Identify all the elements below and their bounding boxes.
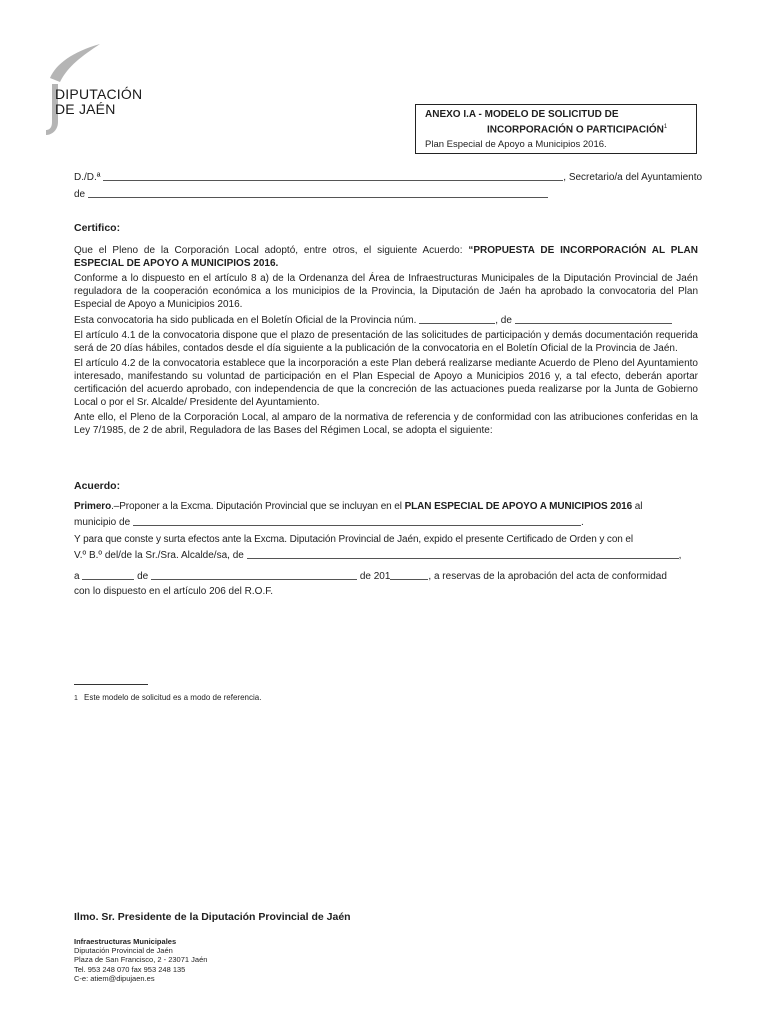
certifico-paragraph-6: Ante ello, el Pleno de la Corporación Local, al amparo de la normativa de referencia y de conformidad con las atribuciones conferidas en la Ley 7/1985, de 2 de abril, Reguladora de las Bases del Régimen Local, se adopta el siguiente:: [74, 412, 698, 436]
municipio-field[interactable]: [133, 516, 581, 526]
acuerdo-section: [74, 480, 698, 600]
logo-wordmark: [55, 87, 142, 117]
vobo-end: ,: [678, 550, 682, 561]
municipio-line: [74, 515, 698, 529]
footnote: [74, 693, 261, 704]
boletin-date-label: , de: [495, 315, 512, 326]
municipio-end: .: [580, 517, 584, 528]
logo-line-2: DE JAÉN: [55, 101, 116, 117]
vobo-line: [74, 548, 698, 562]
footnote-divider: [74, 684, 148, 685]
annex-subtitle: Plan Especial de Apoyo a Municipios 2016.: [425, 139, 607, 151]
date-line: [74, 569, 698, 583]
certifico-p1-text: Que el Pleno de la Corporación Local adoptó, entre otros, el siguiente Acuerdo:: [74, 245, 469, 256]
municipio-label: municipio de: [74, 517, 131, 528]
final-line: con lo dispuesto en el artículo 206 del R.O.F.: [74, 586, 274, 597]
annex-title-line-2: INCORPORACIÓN O PARTICIPACIÓN: [487, 124, 664, 136]
primero-bold: PLAN ESPECIAL DE APOYO A MUNICIPIOS 2016: [404, 501, 633, 512]
boletin-date-field[interactable]: [515, 314, 672, 324]
boletin-number-field[interactable]: [419, 314, 495, 324]
date-year-label: de 201: [359, 571, 391, 582]
ayuntamiento-field[interactable]: [88, 188, 548, 198]
contact-phone: Tel. 953 248 070 fax 953 248 135: [74, 964, 186, 974]
alcalde-field[interactable]: [247, 549, 679, 559]
primero-text: .–Proponer a la Excma. Diputación Provincial que se incluyan en el: [111, 501, 405, 512]
primero-end: al: [632, 501, 643, 512]
boletin-label: Esta convocatoria ha sido publicada en el Boletín Oficial de la Provincia núm.: [74, 315, 417, 326]
contact-address: Plaza de San Francisco, 2 - 23071 Jaén: [74, 955, 208, 965]
dd-label: D./D.ª: [74, 172, 101, 183]
year-field[interactable]: [390, 570, 428, 580]
primero-label: Primero: [74, 501, 112, 512]
contact-email[interactable]: C-e: atiem@dipujaen.es: [74, 973, 155, 983]
contact-organization: Diputación Provincial de Jaén: [74, 946, 173, 956]
de-label: de: [74, 189, 86, 200]
contact-block: [74, 937, 207, 983]
certifico-paragraph-2: Conforme a lo dispuesto en el artículo 8 a) de la Ordenanza del Área de Infraestructuras Municipales de la Diputación Provincial de Jaén reguladora de la cooperación económica a los municipios de la Provincia, la Diputación de Jaén ha aprobado la convocatoria del Plan Especial de Apoyo a Municipios 2016.: [74, 273, 698, 310]
certifico-p1-bold: “PROPUESTA DE INCORPORACIÓN AL PLAN ESPECIAL DE APOYO A MUNICIPIOS 2016.: [74, 245, 698, 269]
date-a-label: a: [74, 571, 80, 582]
acuerdo-heading: Acuerdo:: [74, 480, 121, 492]
footnote-text: Este modelo de solicitud es a modo de referencia.: [84, 693, 262, 702]
secretario-text: , Secretario/a del Ayuntamiento: [563, 172, 703, 183]
annex-title-box: [415, 104, 697, 154]
certifico-paragraph-5: El artículo 4.2 de la convocatoria establece que la incorporación a este Plan deberá realizarse mediante Acuerdo de Pleno del Ayuntamiento interesado, manifestando su voluntad de participación en el Plan Especial de Apoyo a Municipios 2016 y, a tal efecto, deberán aportar certificación del acuerdo aprobado, con independencia de que la concreción de las actuaciones pueda realizarse por la Junta de Gobierno Local o por el Sr. Alcalde/ Presidente del Ayuntamiento.: [74, 358, 698, 408]
vobo-text: V.º B.º del/de la Sr./Sra. Alcalde/sa, de: [74, 550, 244, 561]
month-field[interactable]: [151, 570, 357, 580]
constancia-line: Y para que conste y surta efectos ante la Excma. Diputación Provincial de Jaén, expido el presente Certificado de Orden y con el: [74, 534, 634, 545]
date-de-label: de: [137, 571, 149, 582]
day-field[interactable]: [82, 570, 134, 580]
certifico-paragraph-3: [74, 313, 698, 327]
addressee: Ilmo. Sr. Presidente de la Diputación Provincial de Jaén: [74, 911, 351, 923]
annex-title-line-1: ANEXO I.A - MODELO DE SOLICITUD DE: [425, 109, 619, 120]
certifico-heading: Certifico:: [74, 222, 121, 234]
acuerdo-primero: [74, 500, 698, 513]
footnote-number: 1: [74, 695, 78, 702]
logo-line-1: DIPUTACIÓN: [55, 86, 143, 102]
annex-title: [425, 109, 688, 136]
certifico-paragraph-1: [74, 244, 698, 270]
date-rest-text: , a reservas de la aprobación del acta de conformidad: [428, 571, 667, 582]
dd-name-field[interactable]: [103, 171, 563, 181]
certifico-section: [74, 222, 698, 439]
annex-footnote-ref: 1: [663, 124, 668, 130]
certifico-paragraph-4: El artículo 4.1 de la convocatoria dispone que el plazo de presentación de las solicitudes de participación y demás documentación requerida será de 20 días hábiles, contados desde el día siguiente a la publicación de la convocatoria en el Boletín Oficial de la Provincia de Jaén.: [74, 330, 698, 354]
header-fields: [74, 170, 703, 203]
contact-department: Infraestructuras Municipales: [74, 937, 177, 946]
